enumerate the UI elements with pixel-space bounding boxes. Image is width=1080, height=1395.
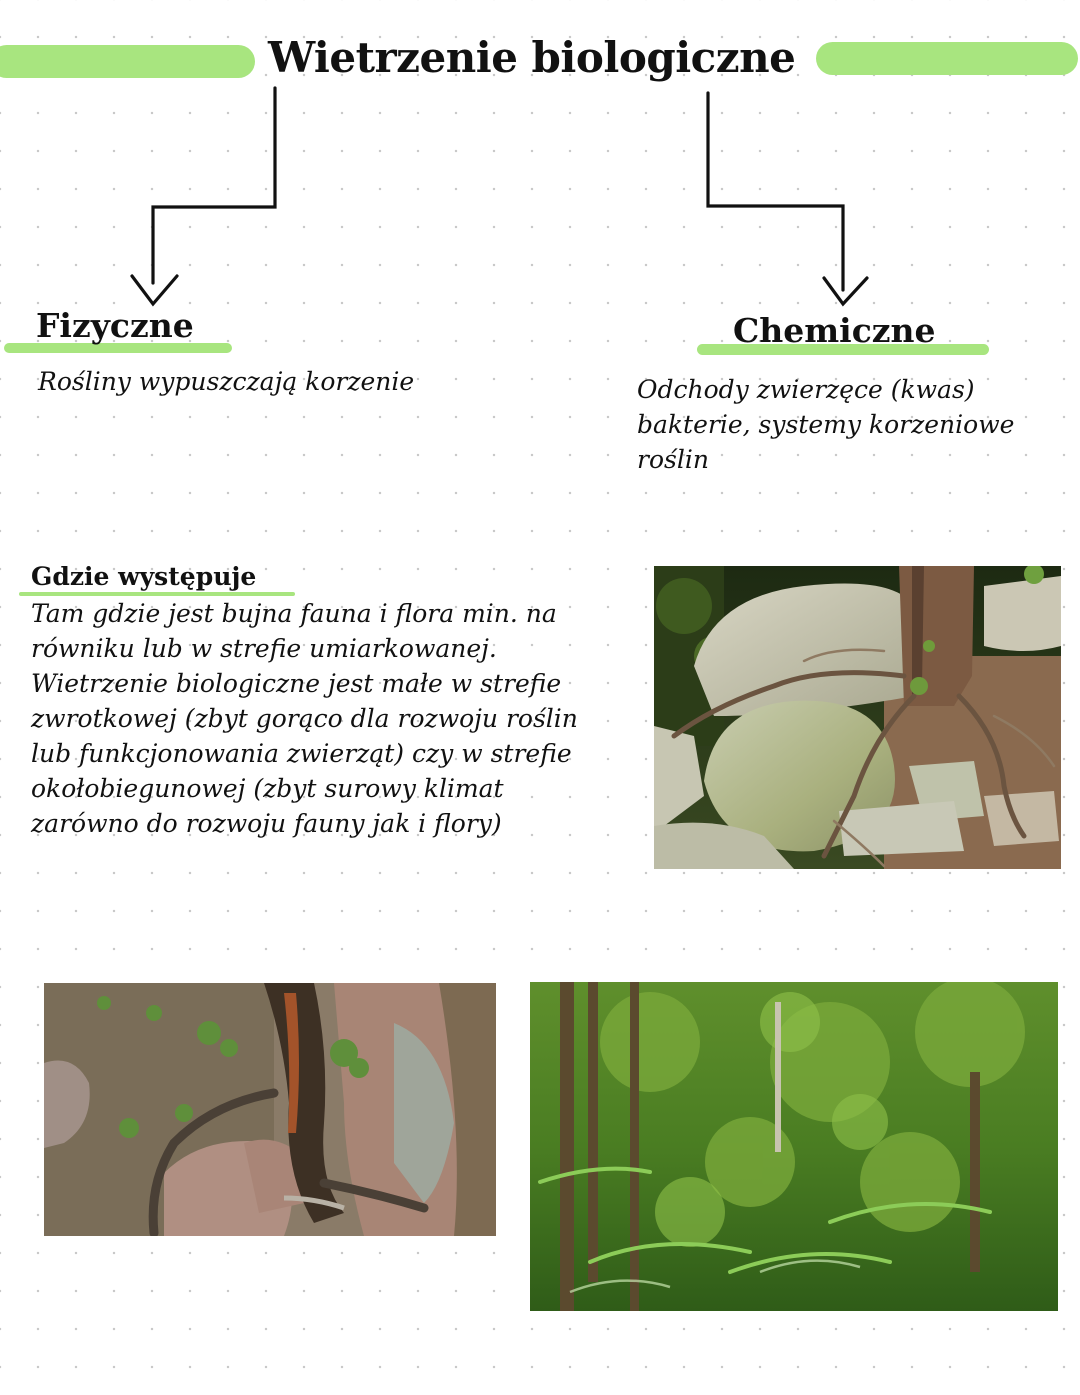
occurrence-text-line: lub funkcjonowania zwierząt) czy w strefie <box>31 739 572 768</box>
physical-description: Rośliny wypuszczają korzenie <box>38 367 415 396</box>
chemical-description-line: Odchody zwierzęce (kwas) <box>637 375 975 404</box>
occurrence-heading-underline <box>19 592 295 596</box>
physical-heading: Fizyczne <box>36 306 194 345</box>
chemical-description-line: bakterie, systemy korzeniowe <box>637 410 1015 439</box>
rainforest-image <box>530 982 1058 1311</box>
photo-roots-on-rocks <box>654 566 1061 869</box>
occurrence-text-line: zarówno do rozwoju fauny jak i flory) <box>31 809 502 838</box>
occurrence-text-line: okołobiegunowej (zbyt surowy klimat <box>31 774 504 803</box>
arrow-right-icon <box>0 0 1080 320</box>
roots-on-rocks-image <box>654 566 1061 869</box>
roots-cracking-rock-image <box>44 983 496 1236</box>
photo-rainforest <box>530 982 1058 1311</box>
occurrence-heading: Gdzie występuje <box>31 562 257 591</box>
chemical-description-line: roślin <box>637 445 709 474</box>
occurrence-text-line: Wietrzenie biologiczne jest małe w strefie <box>31 669 562 698</box>
occurrence-text-line: Tam gdzie jest bujna fauna i flora min. na <box>31 599 557 628</box>
occurrence-text <box>31 596 578 841</box>
page-title: Wietrzenie biologiczne <box>268 33 796 82</box>
occurrence-text-line: zwrotkowej (zbyt gorąco dla rozwoju roślin <box>31 704 578 733</box>
photo-roots-cracking-rock <box>44 983 496 1236</box>
chemical-heading: Chemiczne <box>733 311 936 350</box>
chemical-description <box>637 372 1014 477</box>
occurrence-text-line: równiku lub w strefie umiarkowanej. <box>31 634 497 663</box>
